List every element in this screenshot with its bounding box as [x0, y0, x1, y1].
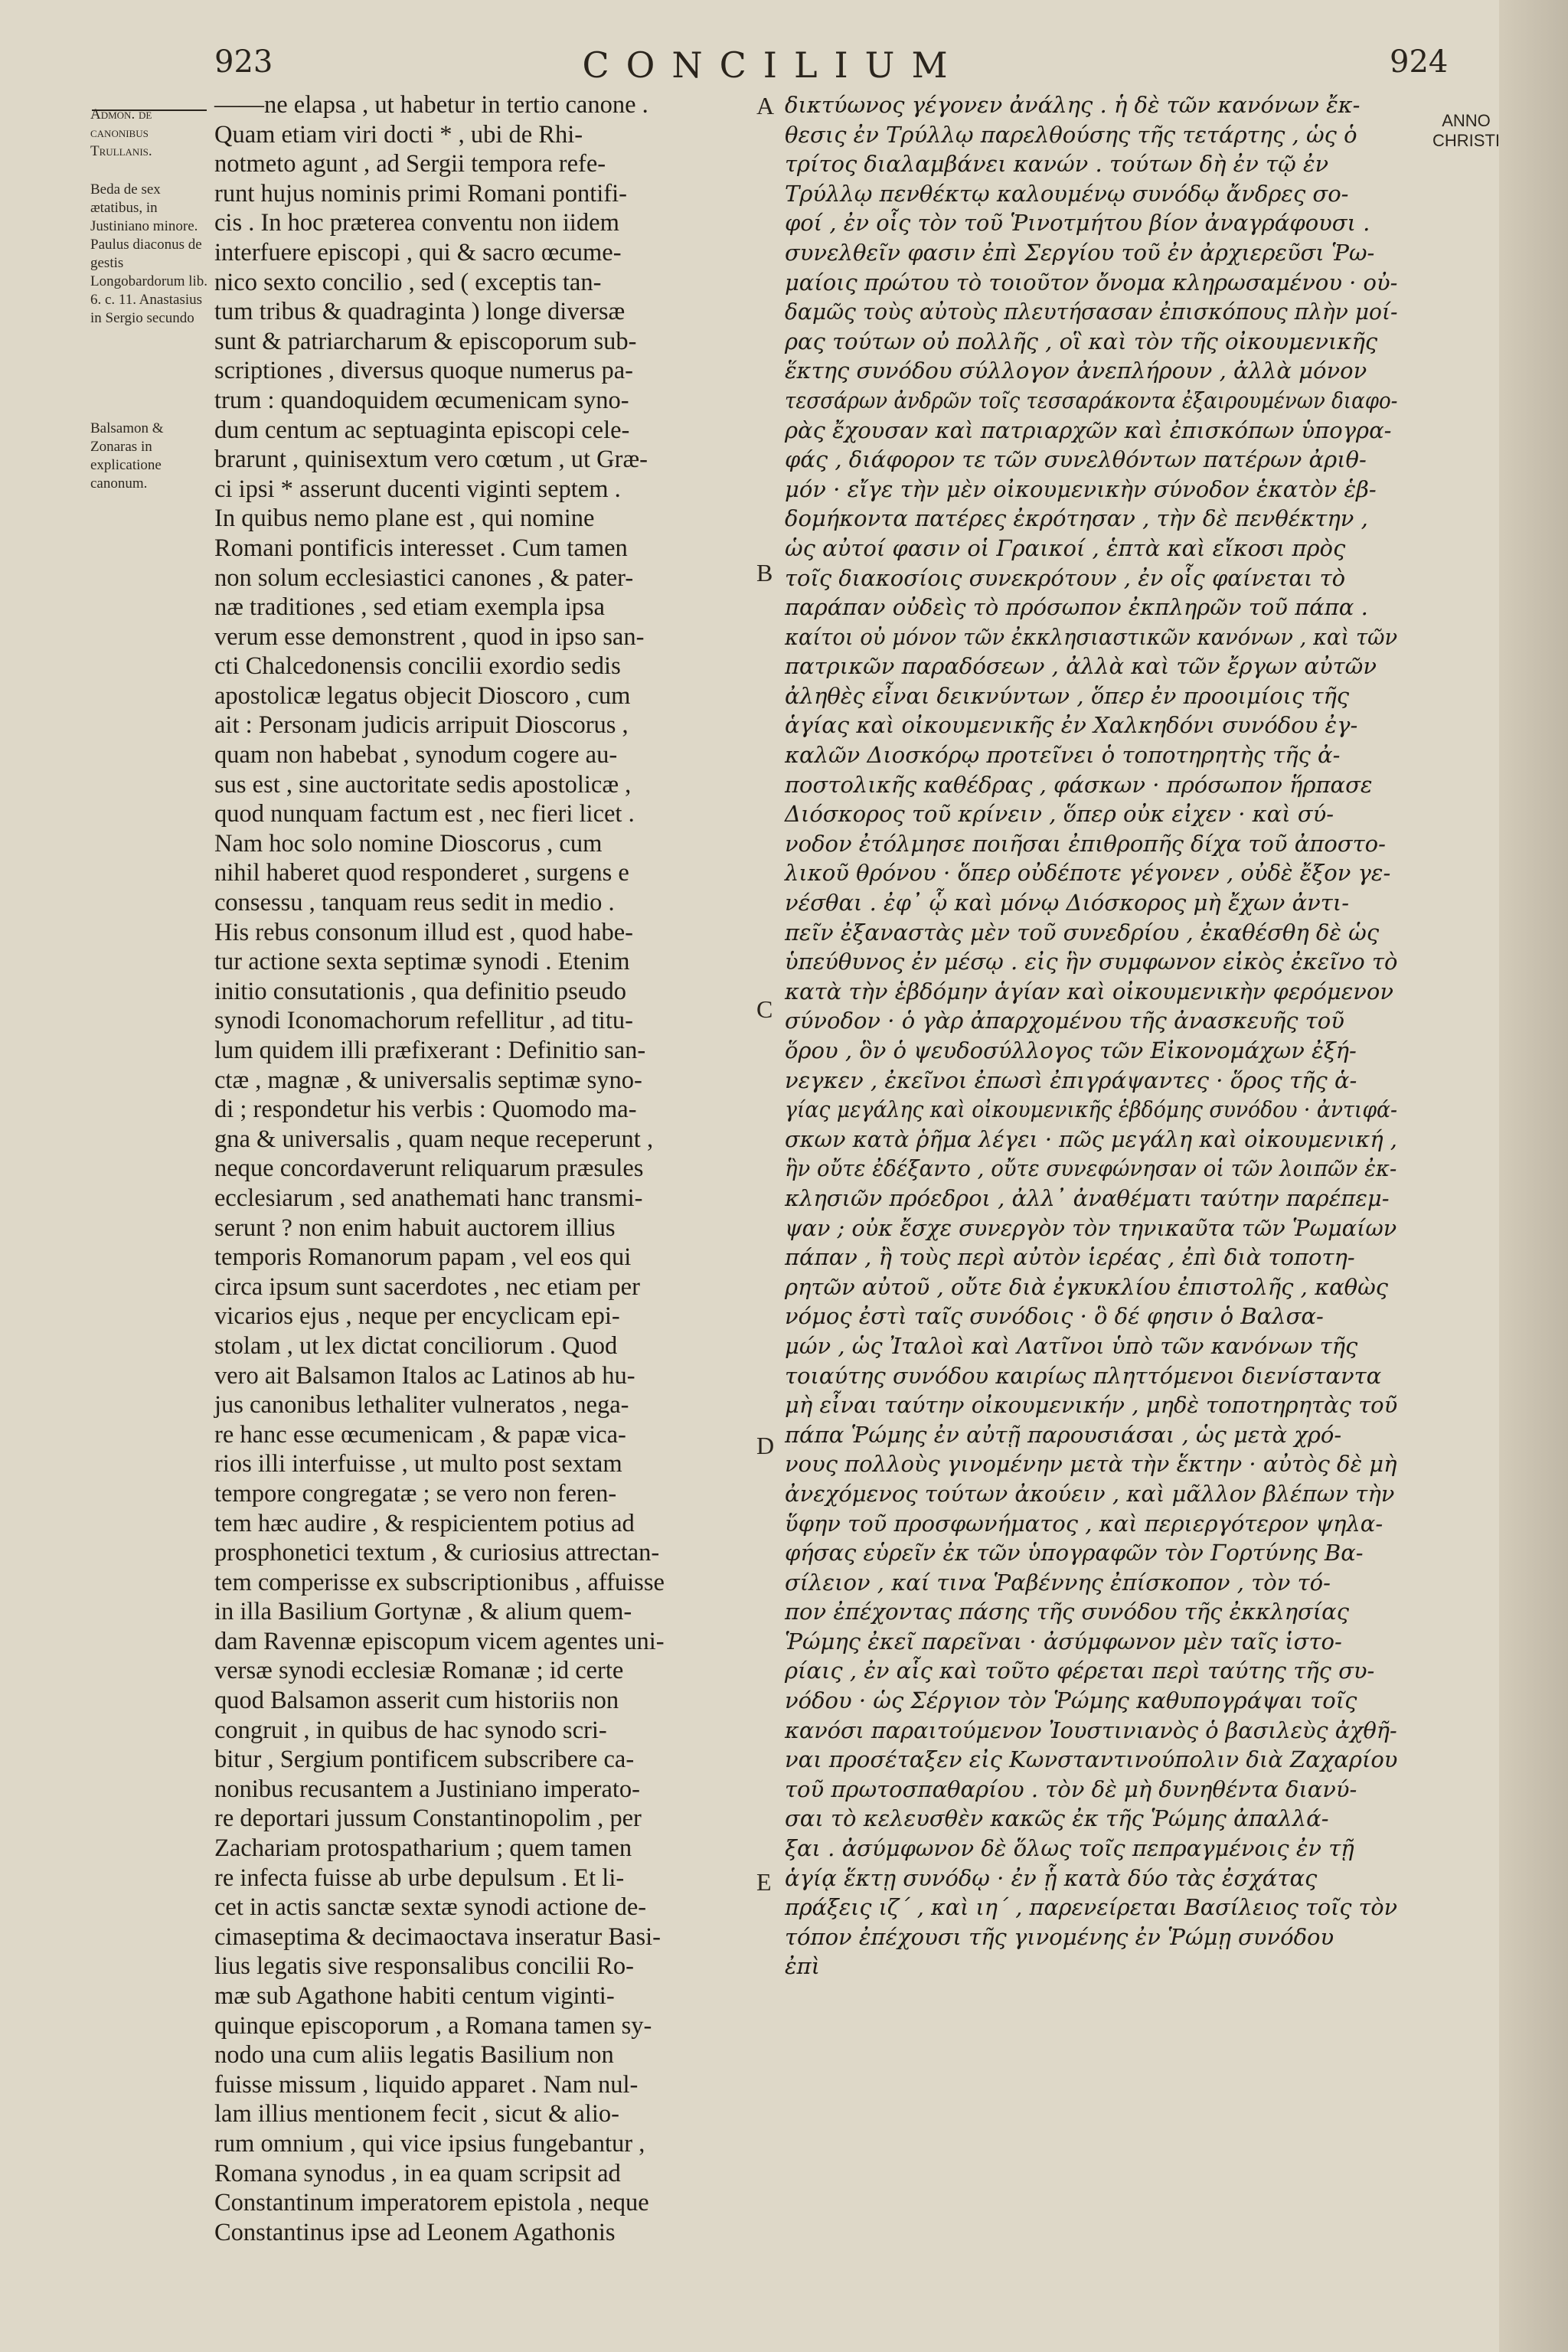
section-letter: B: [756, 559, 773, 586]
latin-text-line: versæ synodi ecclesiæ Romanæ ; id certe: [214, 1657, 624, 1685]
greek-text-line: πεῖν ἐξαναστὰς μὲν τοῦ συνεδρίου , ἐκαθέσθη δὲ ὡς: [785, 919, 1380, 946]
margin-note: Admon. de canonibus Trullanis.: [90, 106, 152, 159]
latin-text-line: nihil haberet quod responderet , surgens e: [214, 859, 629, 887]
latin-text-line: notmeto agunt , ad Sergii tempora refe-: [214, 150, 606, 178]
latin-text-line: prosphonetici textum , & curiosius attrectan-: [214, 1539, 660, 1567]
greek-text-line: σίλειον , καί τινα Ῥαβέννης ἐπίσκοπον , τὸν τό-: [785, 1569, 1331, 1596]
greek-text-line: φάς , διάφορον τε τῶν συνελθόντων πατέρων ἀριθ-: [785, 446, 1367, 473]
latin-text-line: congruit , in quibus de hac synodo scri-: [214, 1716, 607, 1744]
greek-text-line: νέσθαι . ἐφ᾿ ᾧ καὶ μόνῳ Διόσκορος μὴ ἔχων ἀντι-: [785, 890, 1350, 916]
greek-text-line: ναι προσέταξεν εἰς Κωνσταντινούπολιν διὰ Ζαχαρίου: [785, 1746, 1398, 1773]
latin-text-line: mæ sub Agathone habiti centum viginti-: [214, 1982, 615, 2010]
latin-text-line: trum : quandoquidem œcumenicam syno-: [214, 386, 629, 414]
greek-text-line: τοῖς διακοσίοις συνεκρότουν , ἐν οἷς φαίνεται τὸ: [785, 564, 1346, 591]
latin-text-line: dum centum ac septuaginta episcopi cele-: [214, 416, 630, 444]
greek-text-line: ἁγίας καὶ οἰκουμενικῆς ἐν Χαλκηδόνι συνόδου ἐγ-: [785, 712, 1358, 739]
greek-text-line: γίας μεγάλης καὶ οἰκουμενικῆς ἑβδόμης συνόδου · ἀντιφά-: [785, 1096, 1398, 1123]
latin-text-line: cis . In hoc præterea conventu non iidem: [214, 209, 619, 237]
greek-text-line: ρίαις , ἐν αἷς καὶ τοῦτο φέρεται περὶ ταύτης τῆς συ-: [785, 1658, 1375, 1684]
latin-text-line: lam illius mentionem fecit , sicut & alio-: [214, 2100, 619, 2128]
latin-text-line: re hanc esse œcumenicam , & papæ vica-: [214, 1420, 626, 1449]
latin-text-line: vicarios ejus , neque per encyclicam epi-: [214, 1302, 620, 1331]
latin-text-line: lius legatis sive responsalibus concilii Ro-: [214, 1952, 634, 1981]
greek-text-line: δικτύωνος γέγονεν ἀνάλης . ἡ δὲ τῶν κανόνων ἔκ-: [785, 92, 1361, 118]
greek-text-line: ποστολικῆς καθέδρας , φάσκων · πρόσωπον ἥρπασε: [785, 771, 1373, 798]
greek-text-line: κανόσι παραιτούμενον Ἰουστινιανὸς ὁ βασιλεὺς ἀχθῆ-: [785, 1717, 1397, 1743]
greek-text-line: κατὰ τὴν ἑβδόμην ἁγίαν καὶ οἰκουμενικὴν φερόμενον: [785, 978, 1394, 1004]
margin-christi: CHRISTI: [1432, 131, 1500, 150]
section-letter: D: [756, 1432, 775, 1459]
greek-text-line: δομήκοντα πατέρες ἐκρότησαν , τὴν δὲ πενθέκτην ,: [785, 505, 1368, 532]
latin-text-line: quam non habebat , synodum cogere au-: [214, 741, 618, 769]
latin-text-line: serunt ? non enim habuit auctorem illius: [214, 1214, 616, 1242]
latin-text-line: cimaseptima & decimaoctava inseratur Basi-: [214, 1922, 661, 1951]
greek-text-line: μαίοις πρώτου τὸ τοιοῦτον ὄνομα κληρωσαμένου · οὐ-: [785, 269, 1398, 296]
greek-text-line: νοδον ἐτόλμησε ποιῆσαι ἐπιθροπῆς δίχα τοῦ ἀποστο-: [785, 830, 1386, 857]
latin-text-line: rios illi interfuisse , ut multo post sextam: [214, 1450, 622, 1478]
latin-text-line: In quibus nemo plane est , qui nomine: [214, 505, 595, 533]
greek-text-line: παράπαν οὐδεὶς τὸ πρόσωπον ἐκπληρῶν τοῦ πάπα .: [785, 594, 1368, 621]
page-edge: [1499, 0, 1568, 2352]
latin-text-line: re infecta fuisse ab urbe depulsum . Et li-: [214, 1864, 625, 1892]
greek-text-line: πάπα Ῥώμης ἐν αὐτῇ παρουσιάσαι , ὡς μετὰ χρό-: [785, 1421, 1342, 1448]
latin-text-line: neque concordaverunt reliquarum præsules: [214, 1155, 644, 1183]
latin-text-line: nonibus recusantem a Justiniano imperato-: [214, 1775, 640, 1803]
greek-text-line: ἁγίᾳ ἕκτῃ συνόδῳ · ἐν ᾗ κατὰ δύο τὰς ἐσχάτας: [785, 1864, 1318, 1891]
latin-text-line: tem hæc audire , & respicientem potius ad: [214, 1509, 635, 1537]
greek-text-line: ρας τούτων οὐ πολλῆς , οἳ καὶ τὸν τῆς οἰκουμενικῆς: [785, 328, 1378, 354]
left-margin-notes: [90, 100, 213, 513]
latin-text-line: Zachariam protospatharium ; quem tamen: [214, 1834, 632, 1863]
greek-text-line: Ῥώμης ἐκεῖ παρεῖναι · ἀσύμφωνον μὲν ταῖς ἱστο-: [785, 1628, 1342, 1655]
greek-text-line: νεγκεν , ἐκεῖνοι ἐπωσὶ ἐπιγράψαντες · ὅρος τῆς ἁ-: [785, 1067, 1357, 1093]
latin-text-line: sus est , sine auctoritate sedis apostolicæ ,: [214, 770, 632, 799]
page-number-right: 924: [1390, 44, 1449, 80]
latin-text-line: tur actione sexta septimæ synodi . Etenim: [214, 948, 630, 976]
latin-text-line: gna & universalis , quam neque receperunt ,: [214, 1125, 654, 1153]
latin-text-line: runt hujus nominis primi Romani pontifi-: [214, 179, 627, 207]
latin-text-line: di ; respondetur his verbis : Quomodo ma-: [214, 1096, 637, 1124]
greek-text-line: ξαι . ἀσύμφωνον δὲ ὅλως τοῖς πεπραγμένοις ἐν τῇ: [785, 1835, 1354, 1862]
latin-text-line: bitur , Sergium pontificem subscribere ca-: [214, 1746, 635, 1774]
greek-text-line: τοῦ πρωτοσπαθαρίου . τὸν δὲ μὴ δυνηθέντα διανύ-: [785, 1775, 1357, 1802]
greek-text-line: σαι τὸ κελευσθὲν κακῶς ἐκ τῆς Ῥώμης ἀπαλλά-: [785, 1805, 1329, 1832]
latin-text-line: Quam etiam viri docti * , ubi de Rhi-: [214, 120, 583, 149]
latin-text-line: ctæ , magnæ , & universalis septimæ syno-: [214, 1066, 642, 1094]
greek-text-line: φήσας εὑρεῖν ἐκ τῶν ὑπογραφῶν τὸν Γορτύνης Βα-: [785, 1540, 1364, 1566]
margin-anno: ANNO: [1442, 111, 1491, 130]
latin-text-line: brarunt , quinisextum vero cœtum , ut Græ-: [214, 446, 648, 474]
latin-text-line: tum tribus & quadraginta ) longe diversæ: [214, 298, 626, 326]
greek-text-line: μόν · εἴγε τὴν μὲν οἰκουμενικὴν σύνοδον ἑκατὸν ἑβ-: [785, 475, 1377, 502]
latin-text-line: quod Balsamon asserit cum historiis non: [214, 1687, 619, 1715]
greek-text-line: ρὰς ἔχουσαν καὶ πατριαρχῶν καὶ ἐπισκόπων ὑπογρα-: [785, 416, 1392, 443]
page-header: [122, 44, 1449, 90]
latin-text-line: re deportari jussum Constantinopolim , per: [214, 1805, 642, 1833]
greek-text-line: ρητῶν αὐτοῦ , οὔτε διὰ ἐγκυκλίου ἐπιστολῆς , καθὼς: [785, 1273, 1389, 1300]
greek-text-line: σκων κατὰ ῥῆμα λέγει · πῶς μεγάλη καὶ οἰκουμενική ,: [785, 1125, 1397, 1152]
latin-text-line: ——ne elapsa , ut habetur in tertio canone .: [214, 91, 648, 119]
latin-text-line: Constantinus ipse ad Leonem Agathonis: [214, 2218, 616, 2246]
greek-text-line: τεσσάρων ἀνδρῶν τοῖς τεσσαράκοντα ἐξαιρουμένων διαφο-: [785, 387, 1398, 413]
latin-text-line: tem comperisse ex subscriptionibus , affuisse: [214, 1568, 665, 1596]
greek-text-line: πάπαν , ἢ τοὺς περὶ αὐτὸν ἱερέας , ἐπὶ διὰ τοποτη-: [785, 1244, 1355, 1271]
latin-text-line: sunt & patriarcharum & episcoporum sub-: [214, 327, 637, 355]
greek-text-line: δαμῶς τοὺς αὐτοὺς πλευτήσασαν ἐπισκόπους πλὴν μοί-: [785, 299, 1398, 325]
latin-text-line: quod nunquam factum est , nec fieri licet .: [214, 800, 635, 828]
latin-text-line: jus canonibus lethaliter vulneratos , nega-: [214, 1391, 629, 1419]
latin-text-line: ecclesiarum , sed anathemati hanc transmi-: [214, 1184, 643, 1212]
latin-text-line: interfuere episcopi , qui & sacro œcume-: [214, 238, 622, 266]
latin-text-line: non solum ecclesiastici canones , & pater-: [214, 564, 634, 592]
margin-note: Balsamon & Zonaras in explicatione canonum.: [90, 420, 164, 492]
latin-text-line: tempore congregatæ ; se vero non feren-: [214, 1479, 617, 1508]
greek-text-line: ἐπὶ: [785, 1953, 820, 1980]
latin-text-line: His rebus consonum illud est , quod habe-: [214, 918, 634, 946]
greek-text-line: τόπον ἐπέχουσι τῆς γινομένης ἐν Ῥώμῃ συνόδου: [785, 1923, 1334, 1950]
greek-text-line: νους πολλοὺς γινομένην μετὰ τὴν ἕκτην · αὐτὸς δὲ μὴ: [785, 1451, 1397, 1478]
greek-text-line: τοιαύτης συνόδου καιρίως πληττόμενοι διενίσταντα: [785, 1362, 1382, 1389]
greek-text-line: ἕκτης συνόδου σύλλογον ἀνεπλήρουν , ἀλλὰ μόνον: [785, 358, 1367, 384]
latin-text-line: Nam hoc solo nomine Dioscorus , cum: [214, 829, 603, 858]
section-letter: C: [756, 995, 773, 1023]
greek-text-line: Τρύλλῳ πενθέκτῳ καλουμένῳ συνόδῳ ἄνδρες σο-: [785, 180, 1349, 207]
page-number-left: 923: [214, 44, 273, 80]
greek-text-line: ἣν οὔτε ἐδέξαντο , οὔτε συνεφώνησαν οἱ τῶν λοιπῶν ἐκ-: [785, 1155, 1397, 1182]
greek-text-line: ἀνεχόμενος τούτων ἀκούειν , καὶ μᾶλλον βλέπων τὴν: [785, 1480, 1395, 1507]
section-letter: E: [756, 1868, 772, 1896]
greek-text-line: πράξεις ιζ´ , καὶ ιη´ , παρενείρεται Βασίλειος τοῖς τὸν: [785, 1894, 1398, 1921]
greek-text-line: μών , ὡς Ἰταλοὶ καὶ Λατῖνοι ὑπὸ τῶν κανόνων τῆς: [785, 1332, 1358, 1359]
greek-text-line: συνελθεῖν φασιν ἐπὶ Σεργίου τοῦ ἐν ἀρχιερεῦσι Ῥω-: [785, 239, 1375, 266]
greek-text-line: θεσις ἐν Τρύλλῳ παρελθούσης τῆς τετάρτης , ὡς ὁ: [785, 121, 1357, 148]
latin-text-line: stolam , ut lex dictat conciliorum . Quod: [214, 1331, 618, 1360]
latin-text-line: temporis Romanorum papam , vel eos qui: [214, 1243, 632, 1272]
right-margin-notes: [1424, 111, 1508, 151]
latin-text-line: consessu , tanquam reus sedit in medio .: [214, 889, 615, 917]
latin-text-line: nico sexto concilio , sed ( exceptis tan-: [214, 268, 602, 296]
greek-text-line: καλῶν Διοσκόρῳ προτεῖνει ὁ τοποτηρητὴς τῆς ἀ-: [785, 742, 1341, 769]
latin-text-line: rum omnium , qui vice ipsius fungebantur ,: [214, 2129, 645, 2158]
greek-text-line: Διόσκορος τοῦ κρίνειν , ὅπερ οὐκ εἰχεν · καὶ σύ-: [785, 801, 1334, 828]
latin-text-line: vero ait Balsamon Italos ac Latinos ab hu-: [214, 1361, 635, 1390]
latin-text-line: fuisse missum , liquido apparet . Nam nul-: [214, 2070, 639, 2099]
latin-text-line: næ traditiones , sed etiam exempla ipsa: [214, 593, 605, 622]
latin-text-line: in illa Basilium Gortynæ , & alium quem-: [214, 1598, 632, 1626]
greek-text-line: κλησιῶν πρόεδροι , ἀλλ᾿ ἀναθέματι ταύτην παρέπεμ-: [785, 1184, 1390, 1211]
margin-note: Beda de sex ætatibus, in Justiniano minore. Paulus diaconus de gestis Longobardorum lib. 6. c. 11. Anastasius in Sergio secundo: [90, 181, 208, 326]
latin-text-line: nodo una cum aliis legatis Basilium non: [214, 2041, 614, 2069]
greek-text-line: μὴ εἶναι ταύτην οἰκουμενικήν , μηδὲ τοποτηρητὰς τοῦ: [785, 1392, 1398, 1419]
greek-text-line: ὅρου , ὃν ὁ ψευδοσύλλογος τῶν Εἰκονομάχων ἐξή-: [785, 1037, 1357, 1063]
greek-text-line: ὡς αὐτοί φασιν οἱ Γραικοί , ἑπτὰ καὶ εἴκοσι πρὸς: [785, 534, 1346, 561]
latin-text-line: initio consutationis , qua definitio pseudo: [214, 977, 626, 1005]
latin-text-line: scriptiones , diversus quoque numerus pa-: [214, 357, 633, 385]
latin-text-line: apostolicæ legatus objecit Dioscoro , cum: [214, 681, 631, 710]
latin-text-line: Romani pontificis interesset . Cum tamen: [214, 534, 628, 562]
greek-text-line: ἀληθὲς εἶναι δεικνύντων , ὅπερ ἐν προοιμίοις τῆς: [785, 682, 1350, 709]
greek-text-line: ψαν ; οὐκ ἔσχε συνεργὸν τὸν τηνικαῦτα τῶν Ῥωμαίων: [785, 1214, 1397, 1241]
greek-text-line: καίτοι οὐ μόνον τῶν ἐκκλησιαστικῶν κανόνων , καὶ τῶν: [785, 623, 1398, 650]
latin-text-line: synodi Iconomachorum refellitur , ad titu-: [214, 1007, 633, 1035]
greek-text-line: ὑπεύθυνος ἐν μέσῳ . εἰς ἣν συμφωνον εἰκὸς ἐκεῖνο τὸ: [785, 949, 1398, 975]
greek-text-line: νόμος ἐστὶ ταῖς συνόδοις · ὃ δέ φησιν ὁ Βαλσα-: [785, 1303, 1324, 1330]
section-letter: A: [756, 92, 775, 119]
greek-text-line: πατρικῶν παραδόσεων , ἀλλὰ καὶ τῶν ἔργων αὐτῶν: [785, 653, 1377, 680]
greek-column: [785, 90, 1397, 1981]
greek-text-line: σύνοδον · ὁ γὰρ ἀπαρχομένου τῆς ἀνασκευῆς τοῦ: [785, 1008, 1344, 1034]
latin-text-line: Constantinum imperatorem epistola , neque: [214, 2189, 649, 2217]
latin-text-line: dam Ravennæ episcopum vicem agentes uni-: [214, 1627, 665, 1655]
greek-text-line: τρίτος διαλαμβάνει κανών . τούτων δὴ ἐν τῷ ἐν: [785, 151, 1329, 178]
latin-text-line: ci ipsi * asserunt ducenti viginti septem .: [214, 475, 621, 503]
greek-text-line: ὕφην τοῦ προσφωνήματος , καὶ περιεργότερον ψηλα-: [785, 1510, 1383, 1537]
latin-column: [214, 90, 750, 2247]
greek-text-line: λικοῦ θρόνου · ὅπερ οὐδέποτε γέγονεν , οὐδὲ ἔξον γε-: [785, 860, 1391, 887]
latin-text-line: quinque episcoporum , a Romana tamen sy-: [214, 2011, 652, 2040]
greek-text-line: πον ἐπέχοντας πάσης τῆς συνόδου τῆς ἐκκλησίας: [785, 1599, 1349, 1625]
running-title: CONCILIUM: [582, 44, 965, 86]
latin-text-line: ait : Personam judicis arripuit Dioscorus ,: [214, 711, 629, 740]
latin-text-line: circa ipsum sunt sacerdotes , nec etiam per: [214, 1272, 640, 1301]
latin-text-line: cet in actis sanctæ sextæ synodi actione de-: [214, 1893, 647, 1922]
latin-text-line: verum esse demonstrent , quod in ipso san-: [214, 622, 645, 651]
greek-text-line: νόδου · ὡς Σέργιον τὸν Ῥώμης καθυπογράψαι τοῖς: [785, 1687, 1357, 1714]
latin-text-line: lum quidem illi præfixerant : Definitio san-: [214, 1037, 646, 1064]
greek-text-line: φοί , ἐν οἷς τὸν τοῦ Ῥινοτμήτου βίον ἀναγράφουσι .: [785, 210, 1370, 237]
latin-text-line: cti Chalcedonensis concilii exordio sedis: [214, 652, 621, 681]
latin-text-line: Romana synodus , in ea quam scripsit ad: [214, 2159, 621, 2187]
